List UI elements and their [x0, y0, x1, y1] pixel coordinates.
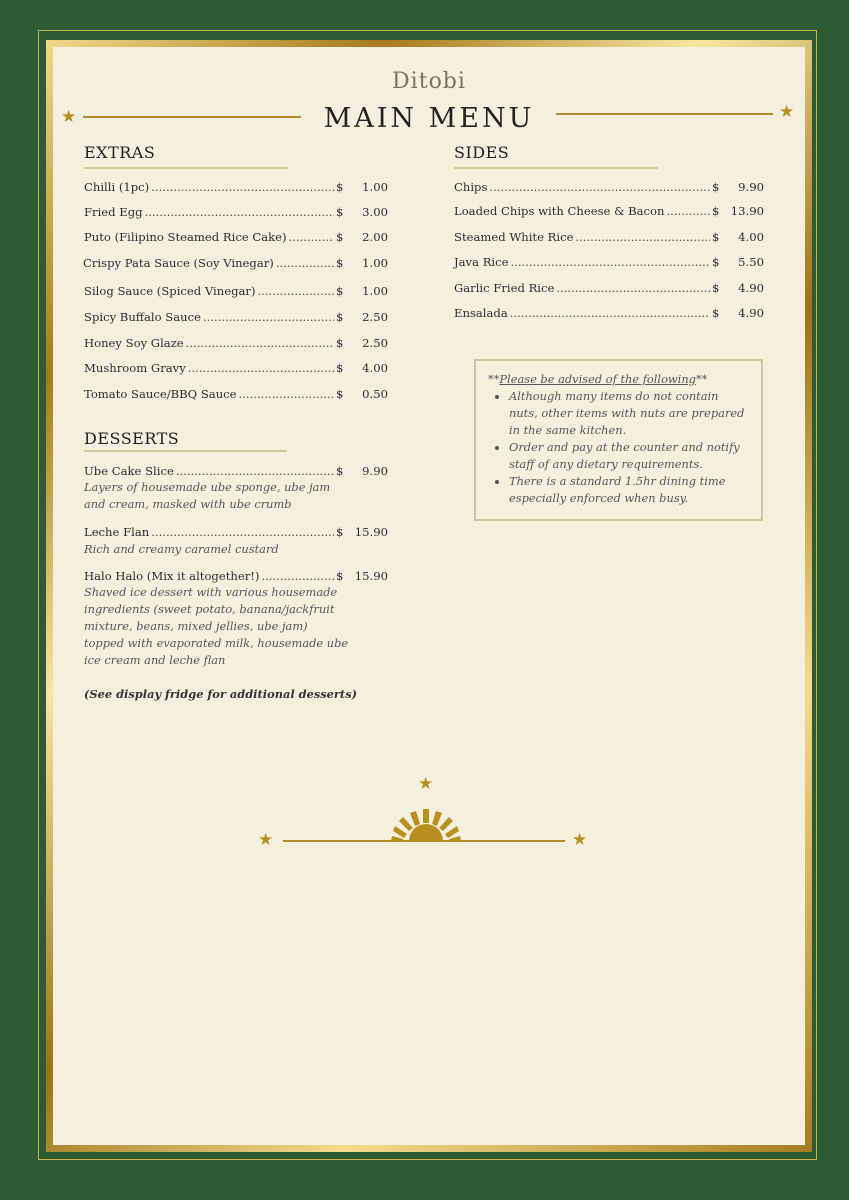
leader-dots: [239, 386, 334, 402]
sides-rule: [454, 167, 658, 169]
item-price: 3.00: [362, 205, 388, 219]
menu-item: [454, 179, 764, 195]
currency: $: [712, 180, 720, 194]
star-icon: ★: [258, 830, 274, 850]
currency: $: [336, 205, 344, 219]
currency: $: [336, 361, 344, 375]
item-price: 9.90: [738, 180, 764, 194]
menu-item: [454, 203, 764, 219]
leader-dots: [489, 179, 710, 195]
star-icon: ★: [572, 830, 588, 850]
menu-item: [84, 309, 388, 325]
menu-item: [454, 254, 764, 270]
menu-item: [84, 229, 388, 245]
menu-item: [454, 305, 764, 321]
currency: $: [336, 569, 344, 583]
advisory-list: [488, 388, 749, 507]
leader-dots: [151, 179, 334, 195]
item-name-suffix: (Mix it altogether!): [146, 569, 260, 583]
item-name: Ensalada: [454, 306, 508, 320]
currency: $: [336, 464, 344, 478]
menu-item: [84, 386, 388, 402]
leader-dots: [666, 203, 710, 219]
item-name: Ube Cake Slice: [84, 464, 174, 478]
item-name: Mushroom Gravy: [84, 361, 186, 375]
page-title: MAIN MENU: [323, 103, 535, 134]
star-icon: ★: [61, 107, 77, 127]
item-price: 15.90: [354, 525, 388, 539]
menu-item: [84, 283, 388, 299]
desserts-rule: [84, 450, 287, 452]
menu-item: [84, 179, 388, 195]
sun-rays-icon: [391, 807, 461, 843]
item-name: Steamed White Rice: [454, 230, 574, 244]
item-name: Java Rice: [454, 255, 509, 269]
leader-dots: [151, 524, 334, 540]
leader-dots: [510, 305, 710, 321]
item-name: Fried Egg: [84, 205, 143, 219]
item-name: Halo Halo (Mix it altogether!): [84, 569, 260, 583]
menu-item: [454, 229, 764, 245]
menu-item: [84, 463, 388, 479]
menu-item: [84, 524, 388, 540]
advisory-box: [474, 359, 763, 521]
item-price: 1.00: [362, 256, 388, 270]
menu-item: [84, 360, 388, 376]
item-price: 4.00: [362, 361, 388, 375]
item-price: 9.90: [362, 464, 388, 478]
leader-dots: [176, 463, 334, 479]
leader-dots: [186, 335, 334, 351]
item-description: Rich and creamy caramel custard: [84, 542, 279, 556]
item-price: 2.50: [362, 310, 388, 324]
currency: $: [712, 281, 720, 295]
item-price: 2.50: [362, 336, 388, 350]
item-name: Honey Soy Glaze: [84, 336, 184, 350]
leader-dots: [511, 254, 711, 270]
advisory-point: • Although many items do not contain nuts, other items with nuts are prepared in the same kitchen.: [509, 388, 749, 439]
item-name: Chips: [454, 180, 488, 194]
item-price: 0.50: [362, 387, 388, 401]
advisory-heading: **Please be advised of the following**: [488, 372, 708, 386]
item-name: Spicy Buffalo Sauce: [84, 310, 201, 324]
menu-item: [84, 335, 388, 351]
item-price: 5.50: [738, 255, 764, 269]
leader-dots: [145, 204, 334, 220]
desserts-note: (See display fridge for additional desserts): [84, 687, 357, 701]
currency: $: [712, 204, 720, 218]
currency: $: [336, 284, 344, 298]
item-price: 4.90: [738, 281, 764, 295]
leader-dots: [261, 568, 334, 584]
leader-dots: [188, 360, 334, 376]
leader-dots: [289, 229, 334, 245]
item-description: Layers of housemade ube sponge, ube jam and cream, masked with ube crumb: [84, 480, 331, 511]
item-price: 4.00: [738, 230, 764, 244]
leader-dots: [556, 280, 710, 296]
currency: $: [336, 387, 344, 401]
menu-item: [84, 568, 388, 584]
title-line-right: [556, 113, 773, 115]
item-price: 13.90: [730, 204, 764, 218]
item-name: Leche Flan: [84, 525, 150, 539]
item-name: Puto (Filipino Steamed Rice Cake): [84, 230, 287, 244]
item-name: Garlic Fried Rice: [454, 281, 555, 295]
currency: $: [336, 180, 344, 194]
star-icon: ★: [418, 774, 434, 794]
currency: $: [336, 525, 344, 539]
extras-heading: EXTRAS: [84, 143, 156, 162]
menu-page: [53, 47, 805, 1145]
advisory-point: • Order and pay at the counter and notify staff of any dietary requirements.: [509, 439, 749, 473]
currency: $: [336, 256, 344, 270]
menu-item: [84, 204, 388, 220]
leader-dots: [203, 309, 334, 325]
currency: $: [336, 310, 344, 324]
star-icon: ★: [779, 102, 795, 122]
advisory-point: • There is a standard 1.5hr dining time especially enforced when busy.: [509, 473, 749, 507]
item-price: 1.00: [362, 180, 388, 194]
desserts-heading: DESSERTS: [84, 429, 180, 448]
currency: $: [336, 230, 344, 244]
gold-frame: [46, 40, 812, 1152]
brand-logo: Ditobi: [392, 69, 466, 94]
menu-item: [454, 280, 764, 296]
leader-dots: [575, 229, 710, 245]
currency: $: [712, 230, 720, 244]
title-line-left: [83, 116, 301, 118]
currency: $: [712, 306, 720, 320]
item-name: Tomato Sauce/BBQ Sauce: [84, 387, 237, 401]
sides-heading: SIDES: [454, 143, 510, 162]
item-price: 2.00: [362, 230, 388, 244]
item-name: Silog Sauce (Spiced Vinegar): [84, 284, 256, 298]
item-name: Loaded Chips with Cheese & Bacon: [454, 204, 665, 218]
leader-dots: [257, 283, 334, 299]
currency: $: [336, 336, 344, 350]
menu-item: [83, 255, 388, 271]
item-name: Crispy Pata Sauce (Soy Vinegar): [83, 256, 274, 270]
item-price: 15.90: [354, 569, 388, 583]
item-name: Chilli (1pc): [84, 180, 150, 194]
currency: $: [712, 255, 720, 269]
item-price: 4.90: [738, 306, 764, 320]
item-description: Shaved ice dessert with various housemade ingredients (sweet potato, banana/jackfruit mixture, beans, mixed jellies, ube jam) topped with evaporated milk, housemade ube ice cream and leche flan: [84, 585, 349, 667]
item-price: 1.00: [362, 284, 388, 298]
extras-rule: [84, 167, 288, 169]
leader-dots: [276, 255, 334, 271]
